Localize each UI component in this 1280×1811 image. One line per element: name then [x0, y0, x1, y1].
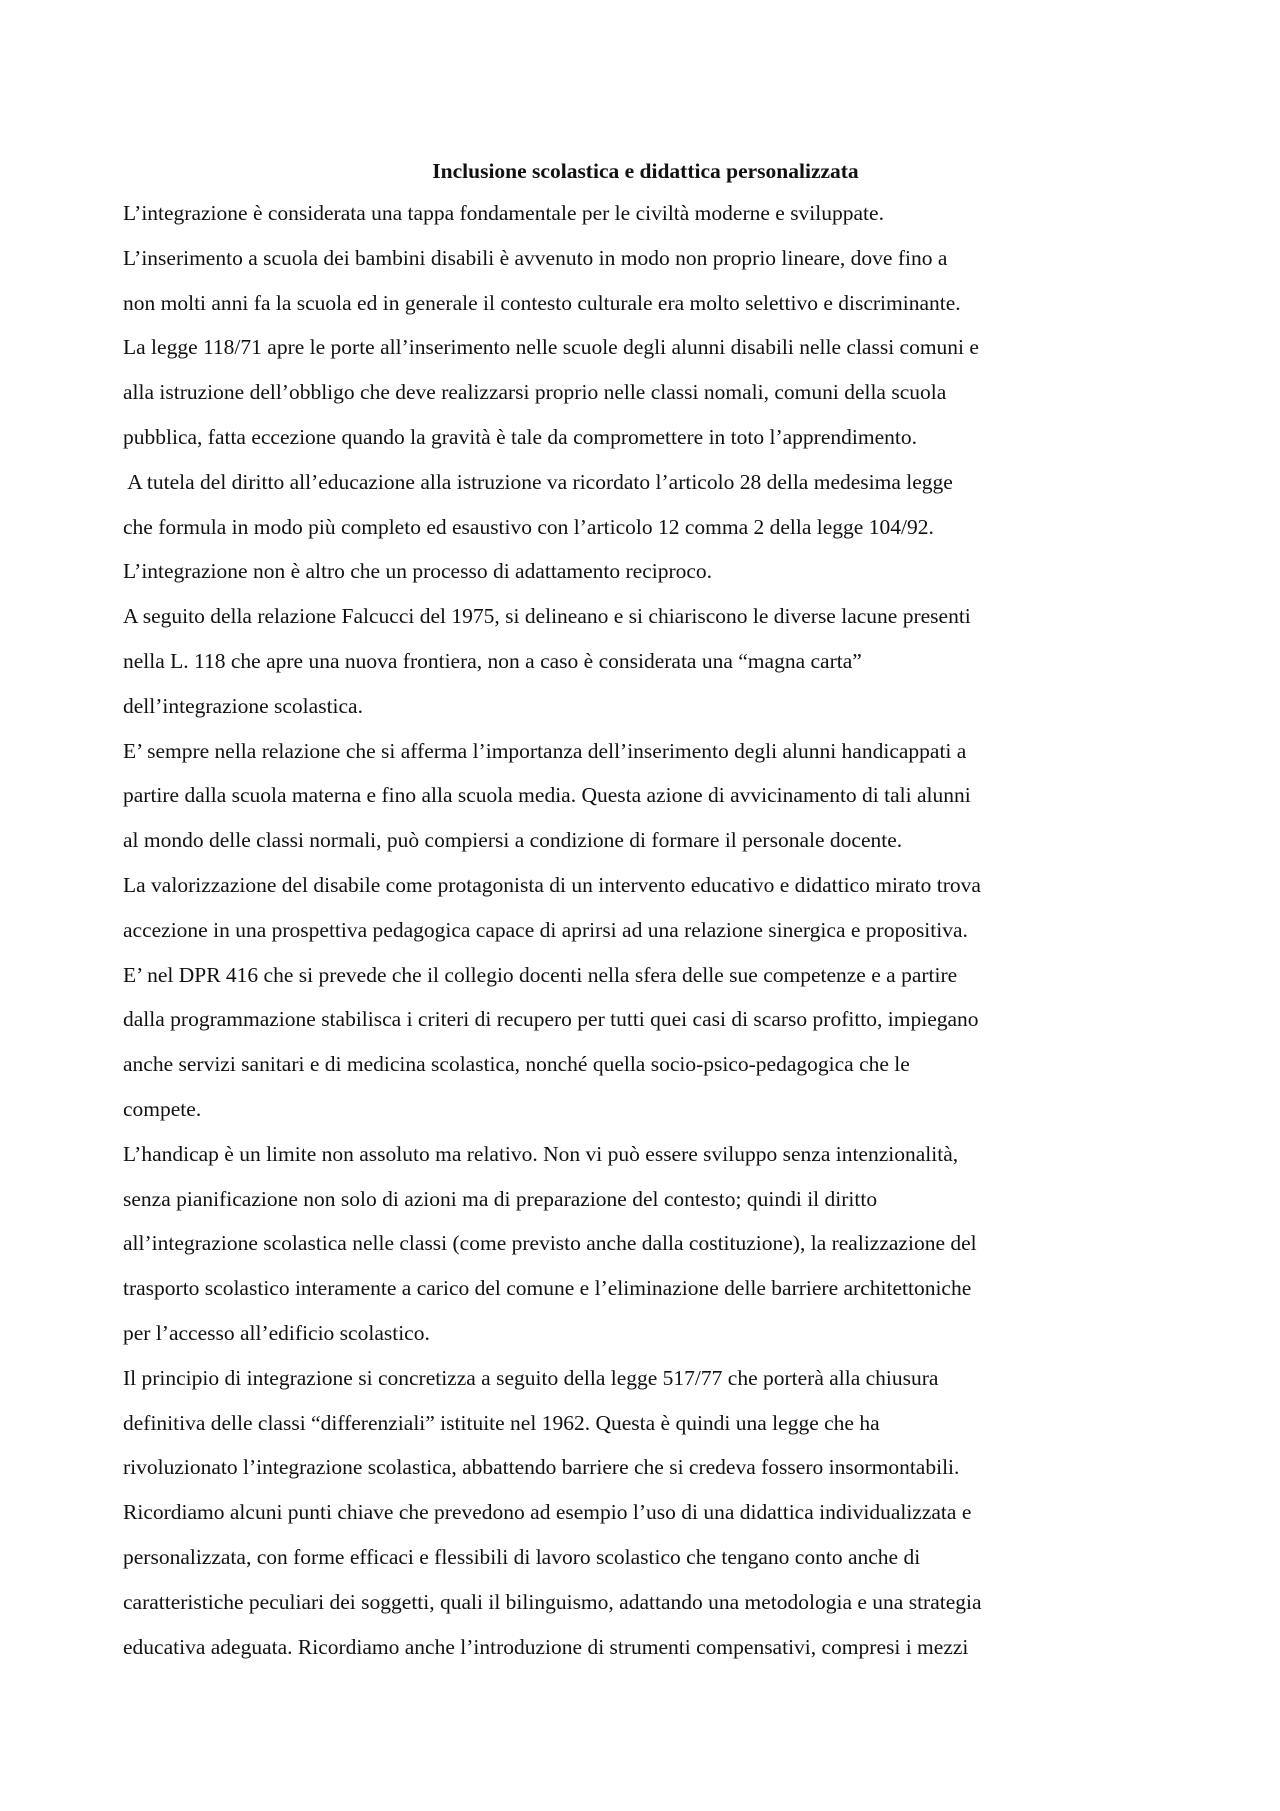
text-line: caratteristiche peculiari dei soggetti, quali il bilinguismo, adattando una metodologia e una strategia	[123, 1589, 982, 1614]
text-line: definitiva delle classi “differenziali” istituite nel 1962. Questa è quindi una legge che ha	[123, 1410, 880, 1435]
document-body	[123, 151, 1168, 1669]
text-line: E’ nel DPR 416 che si prevede che il collegio docenti nella sfera delle sue competenze e a partire	[123, 962, 958, 987]
text-line: all’integrazione scolastica nelle classi (come previsto anche dalla costituzione), la realizzazione del	[123, 1231, 977, 1256]
text-line: dell’integrazione scolastica.	[123, 693, 363, 718]
text-line: partire dalla scuola materna e fino alla scuola media. Questa azione di avvicinamento di tali alunni	[123, 783, 971, 808]
text-line: anche servizi sanitari e di medicina scolastica, nonché quella socio-psico-pedagogica che le	[123, 1052, 910, 1077]
text-line: educativa adeguata. Ricordiamo anche l’introduzione di strumenti compensativi, compresi i mezzi	[123, 1634, 969, 1659]
document-title: Inclusione scolastica e didattica personalizzata	[432, 159, 859, 183]
text-line: al mondo delle classi normali, può compiersi a condizione di formare il personale docente.	[123, 828, 903, 853]
text-line: che formula in modo più completo ed esaustivo con l’articolo 12 comma 2 della legge 104/92.	[123, 514, 934, 539]
text-line: pubblica, fatta eccezione quando la gravità è tale da compromettere in toto l’apprendimento.	[123, 424, 917, 449]
text-line: L’inserimento a scuola dei bambini disabili è avvenuto in modo non proprio lineare, dove fino a	[123, 245, 948, 270]
text-line: personalizzata, con forme efficaci e flessibili di lavoro scolastico che tengano conto anche di	[123, 1544, 921, 1569]
text-line: nella L. 118 che apre una nuova frontiera, non a caso è considerata una “magna carta”	[123, 648, 862, 673]
text-line: dalla programmazione stabilisca i criteri di recupero per tutti quei casi di scarso profitto, impiegano	[123, 1007, 979, 1032]
text-line: A tutela del diritto all’educazione alla istruzione va ricordato l’articolo 28 della medesima legge	[123, 469, 953, 494]
text-line: La valorizzazione del disabile come protagonista di un intervento educativo e didattico mirato trova	[123, 872, 981, 897]
text-line: L’handicap è un limite non assoluto ma relativo. Non vi può essere sviluppo senza intenzionalità,	[123, 1141, 959, 1166]
text-line: per l’accesso all’edificio scolastico.	[123, 1320, 430, 1345]
text-line: rivoluzionato l’integrazione scolastica, abbattendo barriere che si credeva fossero insormontabili.	[123, 1455, 960, 1480]
text-line: E’ sempre nella relazione che si afferma l’importanza dell’inserimento degli alunni handicappati a	[123, 738, 967, 763]
text-line: Il principio di integrazione si concretizza a seguito della legge 517/77 che porterà alla chiusura	[123, 1365, 939, 1390]
text-line: senza pianificazione non solo di azioni ma di preparazione del contesto; quindi il diritto	[123, 1186, 878, 1211]
text-line: accezione in una prospettiva pedagogica capace di aprirsi ad una relazione sinergica e propositiva.	[123, 917, 968, 942]
text-line: Ricordiamo alcuni punti chiave che prevedono ad esempio l’uso di una didattica individualizzata e	[123, 1500, 972, 1525]
text-line: La legge 118/71 apre le porte all’inserimento nelle scuole degli alunni disabili nelle classi comuni e	[123, 335, 979, 360]
text-line: alla istruzione dell’obbligo che deve realizzarsi proprio nelle classi nomali, comuni della scuola	[123, 380, 947, 405]
text-line: compete.	[123, 1096, 202, 1121]
text-line: non molti anni fa la scuola ed in generale il contesto culturale era molto selettivo e discriminante.	[123, 290, 961, 315]
text-line: A seguito della relazione Falcucci del 1975, si delineano e si chiariscono le diverse lacune presenti	[123, 604, 971, 629]
text-line: trasporto scolastico interamente a carico del comune e l’eliminazione delle barriere architettoniche	[123, 1276, 972, 1301]
text-line: L’integrazione non è altro che un processo di adattamento reciproco.	[123, 559, 713, 584]
text-line: L’integrazione è considerata una tappa fondamentale per le civiltà moderne e sviluppate.	[123, 201, 884, 225]
